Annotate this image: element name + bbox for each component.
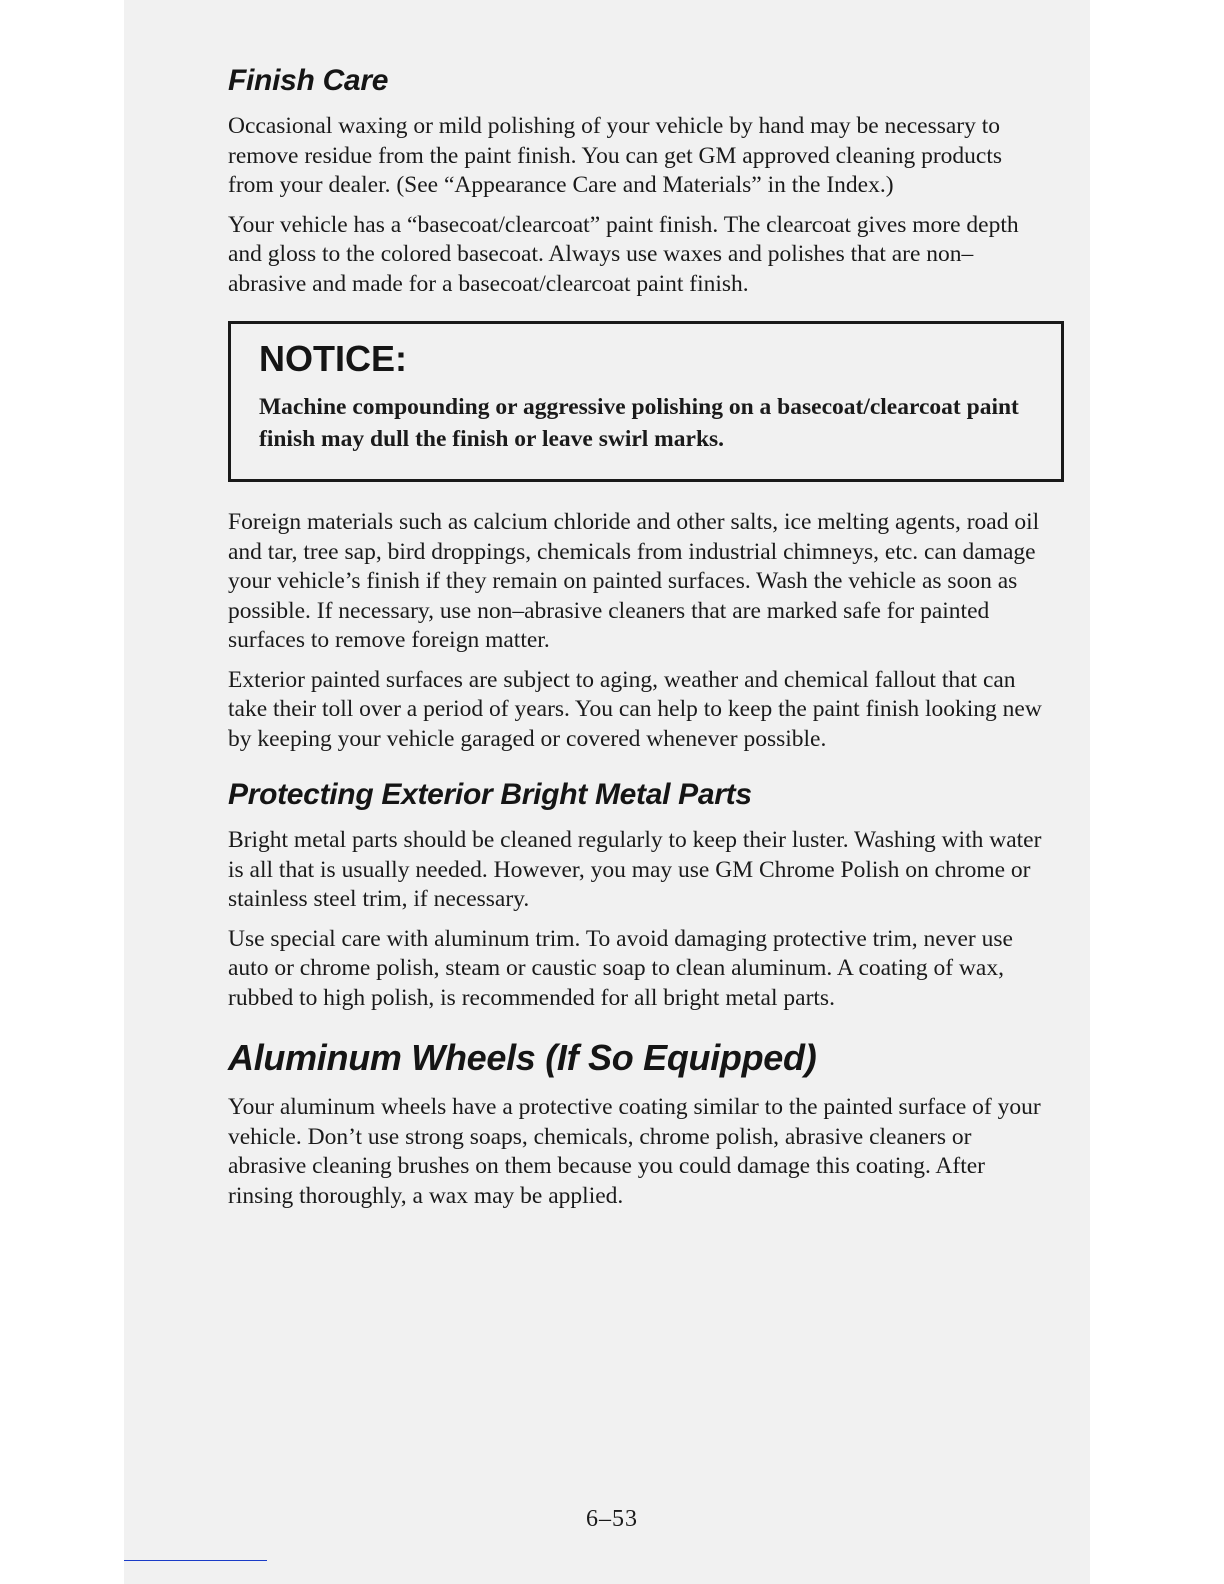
aluminum-wheels-heading: Aluminum Wheels (If So Equipped) bbox=[228, 1037, 817, 1078]
bright-metal-paragraph-2: Use special care with aluminum trim. To avoid damaging protective trim, never use auto or chrome polish, steam or caustic soap to clean aluminum. A coating of wax, rubbed to high polish, is recommended for all bright metal parts. bbox=[228, 925, 1013, 1011]
foreign-materials-paragraph: Foreign materials such as calcium chloride and other salts, ice melting agents, road oil and tar, tree sap, bird droppings, chemicals from industrial chimneys, etc. can damage your vehicle’s finish if they remain on painted surfaces. Wash the vehicle as soon as possible. If necessary, use non–abrasive cleaners that are marked safe for painted surfaces to remove foreign matter. bbox=[228, 509, 1040, 653]
page-content bbox=[228, 64, 1064, 1221]
finish-care-paragraph-2: Your vehicle has a “basecoat/clearcoat” paint finish. The clearcoat gives more depth and gloss to the colored basecoat. Always use waxes and polishes that are non–abrasive and made for a basecoat/clearcoat paint finish. bbox=[228, 211, 1019, 297]
finish-care-heading: Finish Care bbox=[228, 64, 389, 97]
notice-title: NOTICE: bbox=[259, 338, 407, 379]
notice-box bbox=[228, 321, 1064, 482]
bright-metal-paragraph-1: Bright metal parts should be cleaned regularly to keep their luster. Washing with water is all that is usually needed. However, you may use GM Chrome Polish on chrome or stainless steel trim, if necessary. bbox=[228, 827, 1042, 912]
finish-care-paragraph-1: Occasional waxing or mild polishing of your vehicle by hand may be necessary to remove residue from the paint finish. You can get GM approved cleaning products from your dealer. (See “Appearance Care and Materials” in the Index.) bbox=[228, 113, 1003, 198]
notice-text: Machine compounding or aggressive polishing on a basecoat/clearcoat paint finish may dull the finish or leave swirl marks. bbox=[259, 394, 1019, 452]
exterior-surfaces-paragraph: Exterior painted surfaces are subject to aging, weather and chemical fallout that can take their toll over a period of years. You can help to keep the paint finish looking new by keeping your vehicle garaged or covered whenever possible. bbox=[228, 666, 1042, 752]
page-number: 6–53 bbox=[586, 1506, 638, 1532]
bright-metal-heading: Protecting Exterior Bright Metal Parts bbox=[228, 778, 752, 811]
footer-rule bbox=[124, 1560, 267, 1561]
aluminum-wheels-paragraph: Your aluminum wheels have a protective coating similar to the painted surface of your vehicle. Don’t use strong soaps, chemicals, chrome polish, abrasive cleaners or abrasive cleaning brushes on them because you could damage this coating. After rinsing thoroughly, a wax may be applied. bbox=[228, 1094, 1041, 1209]
